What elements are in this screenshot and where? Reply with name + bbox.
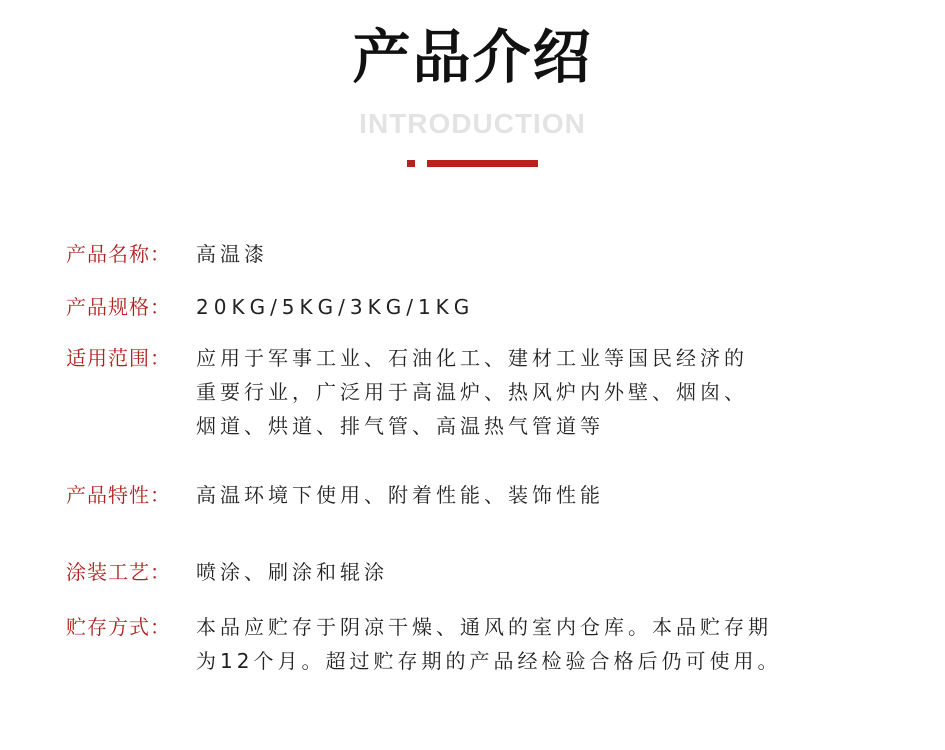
field-value-line: 为12个月。超过贮存期的产品经检验合格后仍可使用。 [196, 649, 782, 673]
field-value-line: 喷涂、刷涂和辊涂 [196, 560, 388, 584]
field-value-line: 20KG/5KG/3KG/1KG [196, 295, 475, 319]
page-title: 产品介绍 [352, 23, 593, 91]
decorative-bar [427, 160, 538, 167]
field-value-line: 重要行业，广泛用于高温炉、热风炉内外壁、烟囱、 [196, 380, 748, 404]
field-label: 贮存方式： [66, 615, 171, 639]
page-subtitle: INTRODUCTION [359, 108, 586, 139]
field-label: 产品名称： [66, 242, 171, 266]
field-label: 涂装工艺： [66, 560, 171, 584]
field-value-line: 高温漆 [196, 242, 268, 266]
field-value-line: 本品应贮存于阴凉干燥、通风的室内仓库。本品贮存期 [196, 615, 772, 639]
field-value [196, 237, 876, 271]
decorative-dot [407, 160, 415, 167]
field-value-line: 烟道、烘道、排气管、高温热气管道等 [196, 414, 604, 438]
field-value [196, 555, 876, 589]
field-label: 产品规格： [66, 295, 171, 319]
field-value [196, 478, 876, 512]
field-value [196, 290, 876, 324]
field-label: 产品特性： [66, 483, 171, 507]
field-value [196, 610, 876, 678]
field-label: 适用范围： [66, 346, 171, 370]
field-value [196, 341, 876, 443]
field-value-line: 高温环境下使用、附着性能、装饰性能 [196, 483, 604, 507]
field-value-line: 应用于军事工业、石油化工、建材工业等国民经济的 [196, 346, 748, 370]
